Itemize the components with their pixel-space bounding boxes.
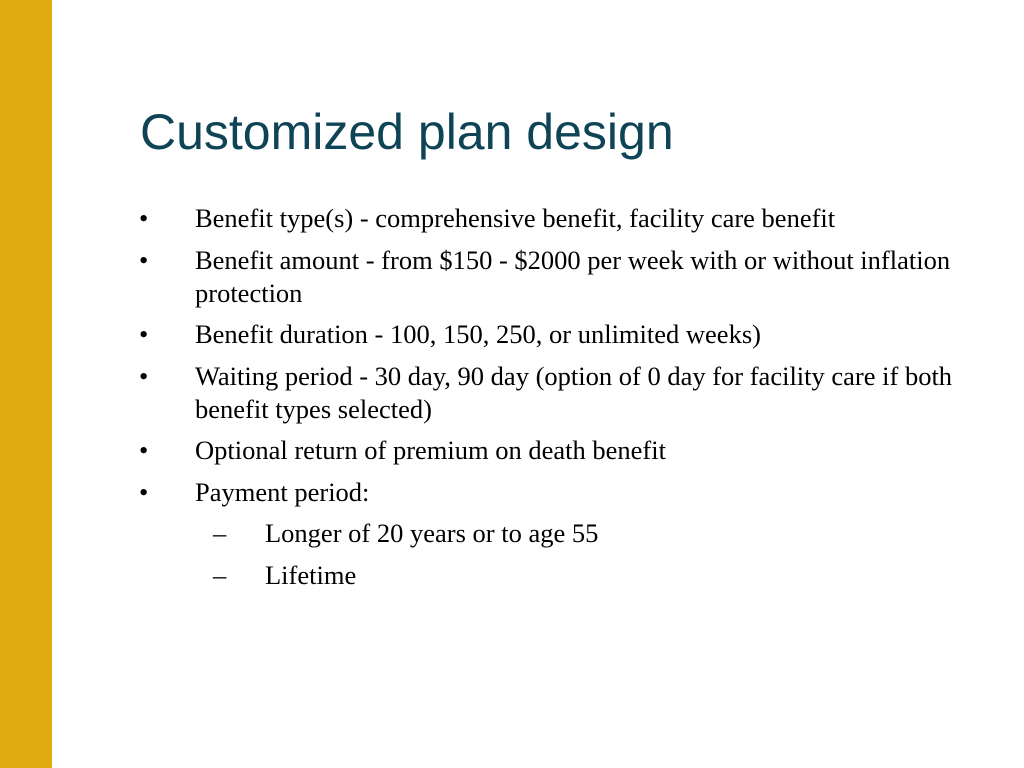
sub-bullet-text: Longer of 20 years or to age 55 [265,518,599,548]
bullet-text: Waiting period - 30 day, 90 day (option of 0 day for facility care if both benefit types selected) [195,360,953,424]
sub-bullet-item [195,517,959,550]
bullet-item [139,360,959,426]
sub-bullet-text: Lifetime [265,559,357,590]
accent-side-bar [0,0,52,768]
bullet-marker: • [139,244,149,275]
bullet-marker: • [139,476,149,507]
sub-bullet-item [195,559,959,592]
bullet-item [139,202,959,235]
slide-title: Customized plan design [140,104,674,160]
sub-bullet-marker: – [213,559,227,590]
bullet-marker: • [139,319,149,349]
bullet-list [139,202,959,600]
sub-bullet-list [195,517,959,592]
bullet-text: Optional return of premium on death benefit [195,435,666,465]
bullet-item [139,434,959,467]
bullet-text: Benefit duration - 100, 150, 250, or unlimited weeks) [195,319,761,349]
bullet-item [139,476,959,592]
bullet-text: Benefit amount - from $150 - $2000 per week with or without inflation protection [195,244,951,308]
bullet-marker: • [139,360,149,391]
bullet-item [139,318,959,351]
bullet-text: Benefit type(s) - comprehensive benefit, facility care benefit [195,203,836,233]
bullet-marker: • [139,203,149,233]
bullet-text: Payment period: [195,476,370,507]
bullet-marker: • [139,435,149,465]
bullet-item [139,244,959,310]
sub-bullet-marker: – [213,518,227,548]
